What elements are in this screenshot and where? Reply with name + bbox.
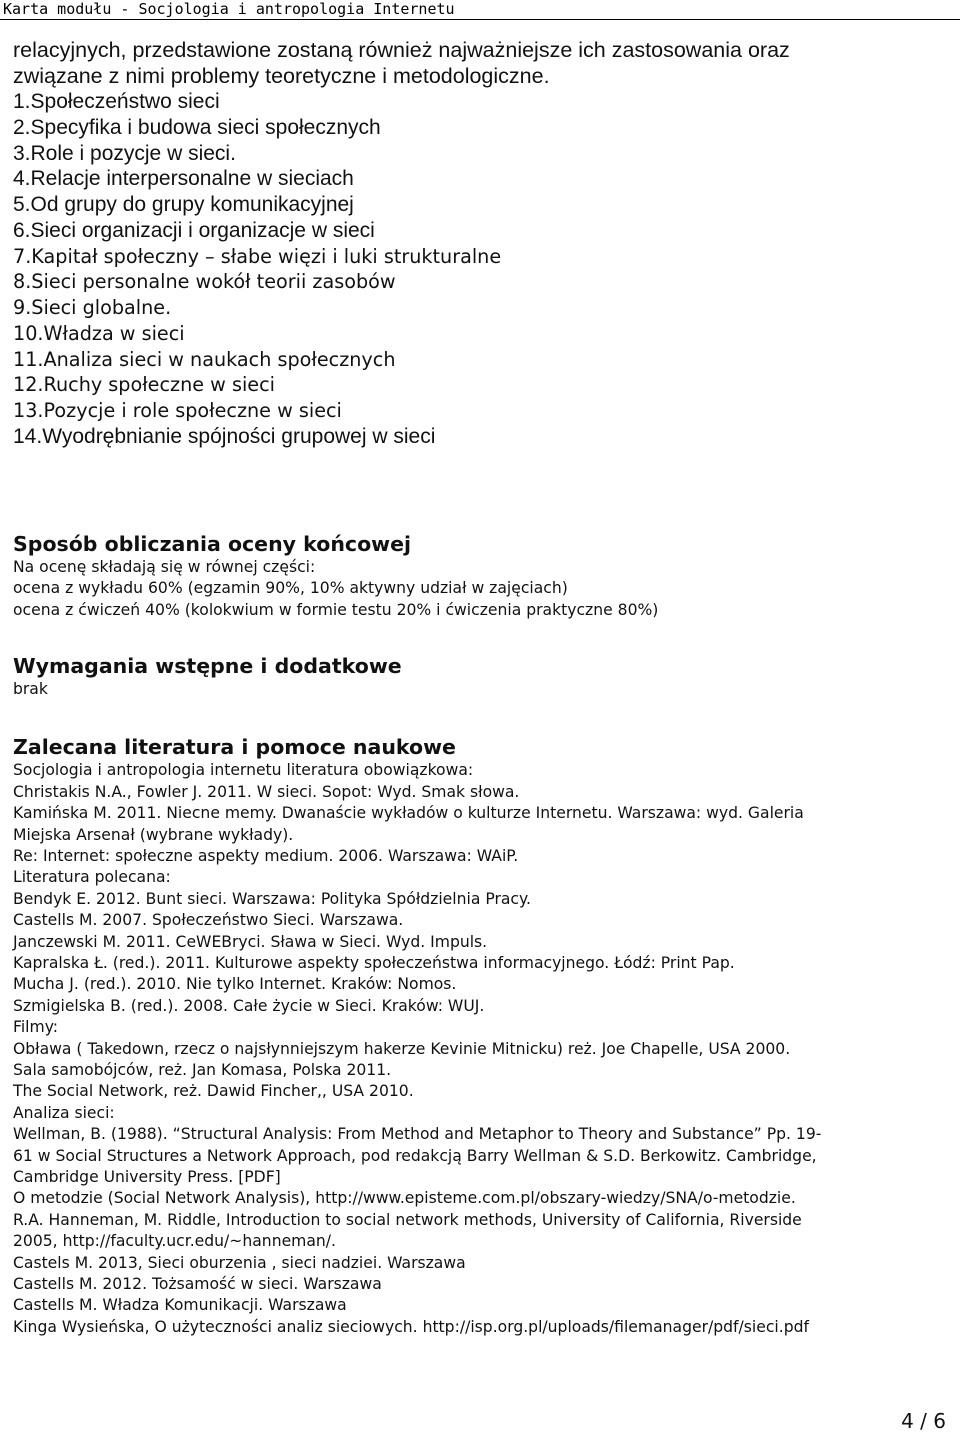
- grading-section: [13, 531, 948, 621]
- header-title: Karta modułu - Socjologia i antropologia Internetu: [3, 0, 455, 18]
- page-header: [0, 0, 960, 20]
- literature-line: Castells M. Władza Komunikacji. Warszawa: [13, 1296, 347, 1315]
- topic-item: 6.Sieci organizacji i organizacje w sieci: [13, 218, 375, 242]
- literature-line: Wellman, B. (1988). “Structural Analysis: From Method and Metaphor to Theory and Substance” Pp. 19-: [13, 1125, 822, 1144]
- literature-line: Castells M. 2007. Społeczeństwo Sieci. Warszawa.: [13, 911, 404, 930]
- topic-item: 9.Sieci globalne.: [13, 296, 172, 320]
- literature-line: Filmy:: [13, 1018, 59, 1037]
- topic-item: 7.Kapitał społeczny – słabe więzi i luki strukturalne: [13, 244, 502, 268]
- literature-title: Zalecana literatura i pomoce naukowe: [13, 735, 456, 760]
- literature-line: Sala samobójców, reż. Jan Komasa, Polska 2011.: [13, 1061, 392, 1079]
- literature-line: Re: Internet: społeczne aspekty medium. 2006. Warszawa: WAiP.: [13, 846, 519, 865]
- grading-line: ocena z ćwiczeń 40% (kolokwium w formie testu 20% i ćwiczenia praktyczne 80%): [13, 600, 659, 619]
- literature-line: Bendyk E. 2012. Bunt sieci. Warszawa: Polityka Spółdzielnia Pracy.: [13, 889, 531, 908]
- literature-line: The Social Network, reż. Dawid Fincher,, USA 2010.: [13, 1082, 414, 1101]
- topic-item: 2.Specyfika i budowa sieci społecznych: [13, 115, 381, 139]
- grading-line: ocena z wykładu 60% (egzamin 90%, 10% aktywny udział w zajęciach): [13, 579, 568, 598]
- literature-line: Castels M. 2013, Sieci oburzenia , sieci nadziei. Warszawa: [13, 1253, 466, 1272]
- literature-line: Analiza sieci:: [13, 1103, 115, 1122]
- grading-title: Sposób obliczania oceny końcowej: [13, 531, 412, 556]
- literature-line: 2005, http://faculty.ucr.edu/~hanneman/.: [13, 1232, 337, 1251]
- literature-line: Mucha J. (red.). 2010. Nie tylko Internet. Kraków: Nomos.: [13, 975, 457, 994]
- requirements-title: Wymagania wstępne i dodatkowe: [13, 653, 402, 678]
- topic-item: 13.Pozycje i role społeczne w sieci: [13, 399, 342, 423]
- page-number: 4 / 6: [901, 1409, 946, 1433]
- literature-line: Kapralska Ł. (red.). 2011. Kulturowe aspekty społeczeństwa informacyjnego. Łódź: Print Pap.: [13, 953, 735, 972]
- requirements-value: brak: [13, 679, 48, 698]
- literature-line: Cambridge University Press. [PDF]: [13, 1168, 281, 1187]
- requirements-section: [13, 653, 948, 700]
- topic-item: 1.Społeczeństwo sieci: [13, 90, 220, 114]
- topic-item: 5.Od grupy do grupy komunikacyjnej: [13, 193, 354, 217]
- literature-line: Socjologia i antropologia internetu literatura obowiązkowa:: [13, 761, 474, 780]
- intro-line: relacyjnych, przedstawione zostaną również najważniejsze ich zastosowania oraz: [13, 38, 790, 62]
- topic-item: 8.Sieci personalne wokół teorii zasobów: [13, 270, 396, 294]
- topic-item: 11.Analiza sieci w naukach społecznych: [13, 347, 396, 371]
- literature-line: Janczewski M. 2011. CeWEBryci. Sława w Sieci. Wyd. Impuls.: [13, 932, 488, 951]
- literature-line: O metodzie (Social Network Analysis), http://www.episteme.com.pl/obszary-wiedzy/SNA/o-metodzie.: [13, 1189, 796, 1208]
- topic-item: 10.Władza w sieci: [13, 321, 185, 345]
- literature-line: Kinga Wysieńska, O użyteczności analiz sieciowych. http://isp.org.pl/uploads/filemanager/pdf/sieci.pdf: [13, 1317, 809, 1336]
- literature-line: Literatura polecana:: [13, 868, 171, 887]
- topic-item: 12.Ruchy społeczne w sieci: [13, 373, 275, 397]
- literature-line: Szmigielska B. (red.). 2008. Całe życie w Sieci. Kraków: WUJ.: [13, 996, 485, 1015]
- literature-line: Miejska Arsenał (wybrane wykłady).: [13, 825, 294, 844]
- topic-item: 3.Role i pozycje w sieci.: [13, 141, 236, 165]
- literature-line: Castells M. 2012. Tożsamość w sieci. Warszawa: [13, 1275, 382, 1294]
- literature-line: Kamińska M. 2011. Niecne memy. Dwanaście wykładów o kulturze Internetu. Warszawa: wyd. Galeria: [13, 804, 804, 823]
- literature-line: Christakis N.A., Fowler J. 2011. W sieci. Sopot: Wyd. Smak słowa.: [13, 782, 520, 801]
- topic-item: 4.Relacje interpersonalne w sieciach: [13, 167, 354, 191]
- literature-line: R.A. Hanneman, M. Riddle, Introduction to social network methods, University of California, Riverside: [13, 1210, 802, 1229]
- topic-item: 14.Wyodrębnianie spójności grupowej w sieci: [13, 424, 436, 448]
- literature-line: 61 w Social Structures a Network Approach, pod redakcją Barry Wellman & S.D. Berkowitz. Cambridge,: [13, 1146, 817, 1165]
- literature-line: Obława ( Takedown, rzecz o najsłynniejszym hakerze Kevinie Mitnicku) reż. Joe Chapelle, USA 2000.: [13, 1039, 791, 1058]
- topic-list: [13, 89, 948, 450]
- document-body: [13, 38, 948, 1338]
- literature-section: [13, 734, 948, 1338]
- intro-line: związane z nimi problemy teoretyczne i metodologiczne.: [13, 63, 550, 88]
- grading-line: Na ocenę składają się w równej części:: [13, 557, 316, 576]
